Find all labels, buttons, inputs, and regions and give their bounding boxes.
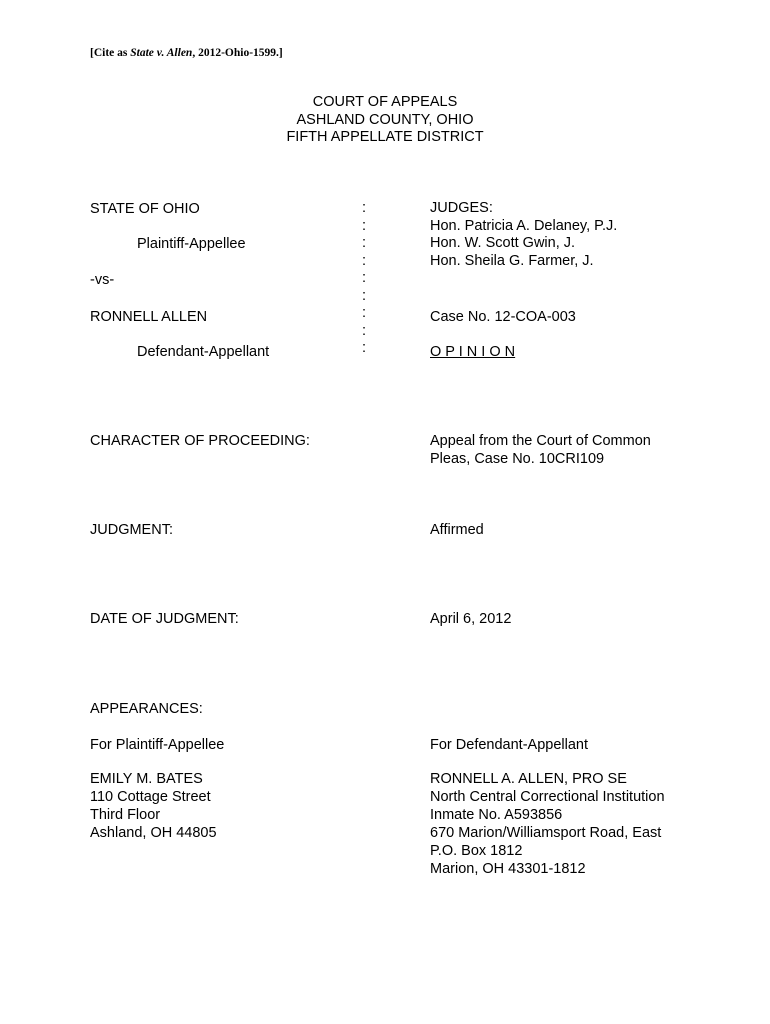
address-line: Marion, OH 43301-1812 <box>430 861 586 877</box>
defendant-counsel-address <box>430 770 665 878</box>
caption-colon: : <box>362 287 367 304</box>
caption-colon: : <box>362 200 367 216</box>
address-line: 110 Cottage Street <box>90 789 211 805</box>
proceeding-value-line1: Appeal from the Court of Common <box>430 433 651 449</box>
defendant-role: Defendant-Appellant <box>137 344 270 360</box>
address-line: Third Floor <box>90 807 161 823</box>
opinion-title: O P I N I O N <box>430 344 516 360</box>
address-line: RONNELL A. ALLEN, PRO SE <box>430 771 627 787</box>
caption-colon-column <box>362 200 366 358</box>
address-line: EMILY M. BATES <box>90 771 203 787</box>
caption-colon: : <box>362 340 367 356</box>
appearances-heading: APPEARANCES: <box>90 701 203 717</box>
versus-label: -vs- <box>90 272 115 288</box>
address-line: P.O. Box 1812 <box>430 843 523 859</box>
judge-name: Hon. W. Scott Gwin, J. <box>430 235 576 251</box>
plaintiff-role: Plaintiff-Appellee <box>137 236 246 252</box>
caption-colon: : <box>362 305 367 321</box>
citation-line <box>90 44 283 62</box>
case-number: Case No. 12-COA-003 <box>430 309 576 325</box>
address-line: 670 Marion/Williamsport Road, East <box>430 825 662 841</box>
caption-colon: : <box>362 235 367 251</box>
caption-colon: : <box>362 322 367 339</box>
proceeding-value-line2: Pleas, Case No. 10CRI109 <box>430 451 605 467</box>
court-county: ASHLAND COUNTY, OHIO <box>296 111 474 128</box>
caption-colon: : <box>362 252 367 269</box>
court-header <box>0 94 770 147</box>
plaintiff-name: STATE OF OHIO <box>90 201 200 217</box>
proceeding-label: CHARACTER OF PROCEEDING: <box>90 433 310 449</box>
citation-prefix: [Cite as <box>90 47 131 59</box>
date-of-judgment-value: April 6, 2012 <box>430 611 512 627</box>
judges-heading: JUDGES: <box>430 200 493 216</box>
judge-name: Hon. Sheila G. Farmer, J. <box>430 252 594 269</box>
address-line: Ashland, OH 44805 <box>90 825 217 841</box>
judge-name: Hon. Patricia A. Delaney, P.J. <box>430 217 618 234</box>
caption-colon: : <box>362 270 367 286</box>
plaintiff-counsel-address <box>90 770 217 842</box>
court-district: FIFTH APPELLATE DISTRICT <box>286 129 484 145</box>
judgment-label: JUDGMENT: <box>90 522 173 538</box>
judges-block <box>430 200 617 270</box>
court-name: COURT OF APPEALS <box>312 94 458 110</box>
date-of-judgment-label: DATE OF JUDGMENT: <box>90 611 239 627</box>
address-line: North Central Correctional Institution <box>430 789 665 805</box>
caption-colon: : <box>362 217 367 234</box>
defendant-counsel-label: For Defendant-Appellant <box>430 737 588 753</box>
citation-suffix: , 2012-Ohio-1599.] <box>192 47 283 59</box>
judgment-value: Affirmed <box>430 522 484 538</box>
defendant-name: RONNELL ALLEN <box>90 309 208 325</box>
address-line: Inmate No. A593856 <box>430 807 563 823</box>
plaintiff-counsel-label: For Plaintiff-Appellee <box>90 737 225 753</box>
citation-case-name: State v. Allen <box>130 47 193 59</box>
